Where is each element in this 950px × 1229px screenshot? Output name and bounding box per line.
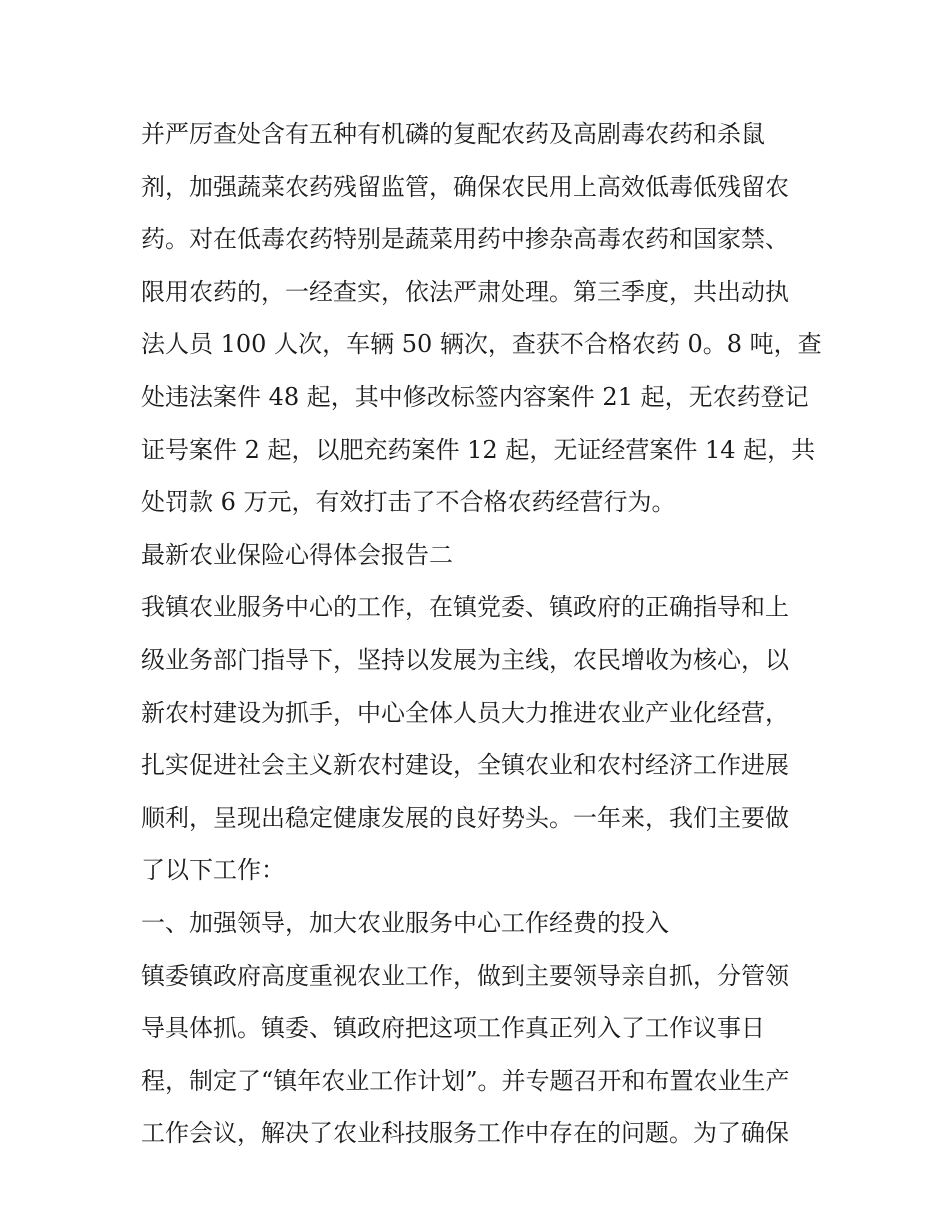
text-line: 药。对在低毒农药特别是蔬菜用药中掺杂高毒农药和国家禁、 <box>141 225 789 254</box>
text-line: 顺利，呈现出稳定健康发展的良好势头。一年来，我们主要做 <box>141 803 789 832</box>
text-line: 程，制定了“镇年农业工作计划”。并专题召开和布置农业生产 <box>141 1066 790 1095</box>
document-body <box>141 108 831 1160</box>
text-line: 级业务部门指导下，坚持以发展为主线，农民增收为核心，以 <box>141 645 789 674</box>
text-line: 处罚款 6 万元，有效打击了不合格农药经营行为。 <box>141 488 676 517</box>
text-line: 扎实促进社会主义新农村建设，全镇农业和农村经济工作进展 <box>141 751 789 780</box>
text-line: 剂，加强蔬菜农药残留监管，确保农民用上高效低毒低残留农 <box>141 172 789 201</box>
text-line: 并严厉查处含有五种有机磷的复配农药及高剧毒农药和杀鼠 <box>141 120 765 148</box>
text-line: 我镇农业服务中心的工作，在镇党委、镇政府的正确指导和上 <box>141 593 789 622</box>
text-line: 镇委镇政府高度重视农业工作，做到主要领导亲自抓，分管领 <box>141 961 789 990</box>
section-heading: 最新农业保险心得体会报告二 <box>141 540 453 569</box>
text-line: 了以下工作： <box>141 856 285 885</box>
text-line: 限用农药的，一经查实，依法严肃处理。第三季度，共出动执 <box>141 277 789 306</box>
subsection-heading: 一、加强领导，加大农业服务中心工作经费的投入 <box>141 908 669 937</box>
text-line: 处违法案件 48 起，其中修改标签内容案件 21 起，无农药登记 <box>141 382 809 411</box>
text-line: 新农村建设为抓手，中心全体人员大力推进农业产业化经营， <box>141 698 789 727</box>
text-line: 导具体抓。镇委、镇政府把这项工作真正列入了工作议事日 <box>141 1014 765 1043</box>
text-line: 证号案件 2 起，以肥充药案件 12 起，无证经营案件 14 起，共 <box>141 435 816 464</box>
text-line: 工作会议，解决了农业科技服务工作中存在的问题。为了确保 <box>141 1119 789 1148</box>
text-line: 法人员 100 人次，车辆 50 辆次，查获不合格农药 0。8 吨，查 <box>141 330 822 359</box>
